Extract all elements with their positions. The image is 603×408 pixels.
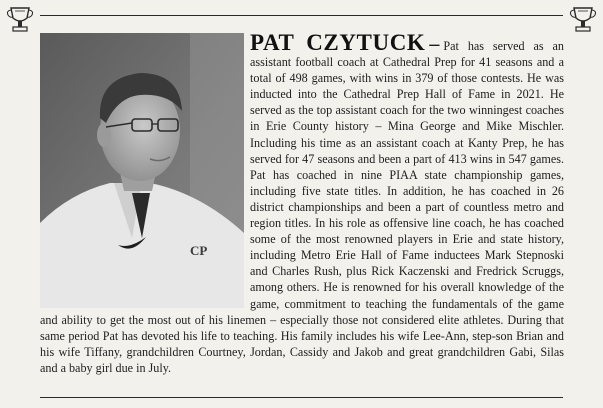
inductee-name-heading: PAT CZYTUCK xyxy=(250,30,426,55)
biography-text-block xyxy=(40,30,564,376)
heading-dash: – xyxy=(429,33,440,55)
bottom-rule xyxy=(40,397,563,398)
svg-text:CP: CP xyxy=(190,243,208,258)
trophy-emblem-icon xyxy=(568,2,598,36)
trophy-emblem-icon xyxy=(5,2,35,36)
biography-paragraph: Pat has served as an assistant football coach at Cathedral Prep for 41 seasons and a total of 498 games, with wins in 379 of those contests. He was inducted into the Cathedral Prep Hall of Fame in 2021. He served as the top assistant coach for the two winningest coaches in Erie County history – Mina George and Mike Mischler. Including his time as an assistant coach at Kanty Prep, he has served for 47 seasons and been a part of 413 wins in 547 games. Pat has coached in nine PIAA state championship games, including five state titles. In addition, he has coached in 26 district championships and been a part of countless metro and region titles. In his role as offensive line coach, he has coached some of the most renowned players in Erie and state history, including Metro Erie Hall of Fame inductees Mark Stepnoski and Charles Rush, plus Rick Kaczenski and Fredrick Scruggs, among others. He is renowned for his overall knowledge of the game, commitment to teaching the fundamentals of the game and ability to get the most out of his linemen – especially those not considered elite athletes. During that same period Pat has devoted his life to teaching. His family includes his wife Lee-Ann, step-son Brian and his wife Tiffany, grandchildren Courtney, Jordan, Cassidy and Jakob and great grandchildren Gabi, Silas and a baby girl due in July. xyxy=(40,39,564,375)
top-rule xyxy=(40,15,563,16)
photo-float-spacer xyxy=(40,33,250,309)
